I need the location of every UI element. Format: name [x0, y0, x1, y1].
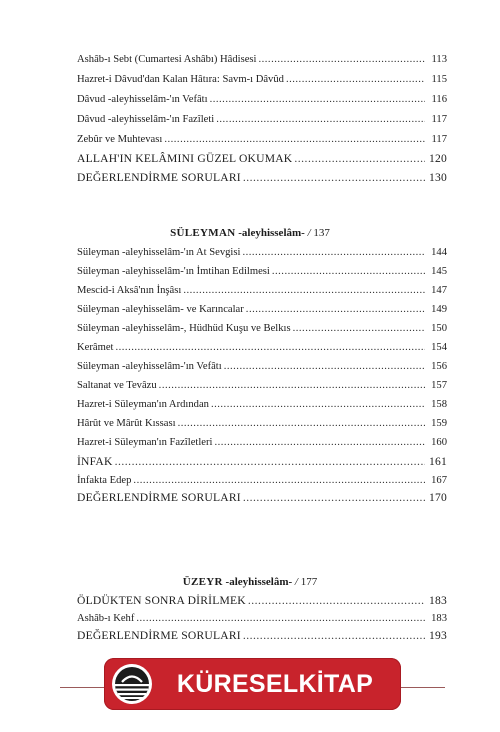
toc-entry[interactable]: İNFAK ..... 161 [77, 456, 447, 468]
toc-entry[interactable]: Süleyman -aleyhisselâm-'ın Vefâtı ..... 156 [77, 361, 447, 373]
toc-entry[interactable]: Ashâb-ı Kehf ..... 183 [77, 613, 447, 625]
toc-entry[interactable]: Hazret-i Dâvud'dan Kalan Hâtıra: Savm-ı Dâvûd ..... 115 [77, 74, 447, 86]
toc-section-2 [77, 247, 447, 504]
toc-entry[interactable]: DEĞERLENDİRME SORULARI ..... 193 [77, 630, 447, 642]
toc-entry[interactable]: ALLAH'IN KELÂMINI GÜZEL OKUMAK ..... 120 [77, 153, 447, 165]
toc-entry[interactable]: Saltanat ve Tevâzu ..... 157 [77, 380, 447, 392]
section-heading-suleyman: SÜLEYMAN -aleyhisselâm- / 137 [170, 227, 330, 239]
toc-entry[interactable]: İnfakta Edep ..... 167 [77, 475, 447, 487]
toc-entry[interactable]: Dâvud -aleyhisselâm-'ın Fazîleti ..... 117 [77, 114, 447, 126]
toc-entry[interactable]: DEĞERLENDİRME SORULARI ..... 170 [77, 492, 447, 504]
toc-entry[interactable]: ÖLDÜKTEN SONRA DİRİLMEK ..... 183 [77, 595, 447, 607]
toc-entry[interactable]: Kerâmet ..... 154 [77, 342, 447, 354]
toc-entry[interactable]: Ashâb-ı Sebt (Cumartesi Ashâbı) Hâdisesi ..... 113 [77, 54, 447, 66]
globe-stripes-icon [109, 661, 155, 707]
toc-entry[interactable]: Zebûr ve Muhtevası ..... 117 [77, 134, 447, 146]
toc-section-1 [77, 54, 447, 184]
toc-entry[interactable]: Hazret-i Süleyman'ın Ardından ..... 158 [77, 399, 447, 411]
toc-entry[interactable]: Hârût ve Mârût Kıssası ..... 159 [77, 418, 447, 430]
toc-entry[interactable]: Hazret-i Süleyman'ın Fazîletleri ..... 160 [77, 437, 447, 449]
section-heading-uzeyr: ÜZEYR -aleyhisselâm- / 177 [182, 576, 318, 588]
toc-entry[interactable]: Süleyman -aleyhisselâm-, Hüdhüd Kuşu ve Belkıs ..... 150 [77, 323, 447, 335]
toc-entry[interactable]: Süleyman -aleyhisselâm- ve Karıncalar ..... 149 [77, 304, 447, 316]
toc-entry[interactable]: DEĞERLENDİRME SORULARI ..... 130 [77, 172, 447, 184]
toc-entry[interactable]: Mescid-i Aksâ'nın İnşâsı ..... 147 [77, 285, 447, 297]
brand-name: KÜRESELKİTAP [176, 669, 374, 698]
toc-entry[interactable]: Süleyman -aleyhisselâm-'ın İmtihan Edilmesi ..... 145 [77, 266, 447, 278]
toc-entry[interactable]: Süleyman -aleyhisselâm-'ın At Sevgisi ..... 144 [77, 247, 447, 259]
toc-section-3 [77, 595, 447, 642]
brand-watermark [104, 658, 401, 710]
toc-entry[interactable]: Dâvud -aleyhisselâm-'ın Vefâtı ..... 116 [77, 94, 447, 106]
